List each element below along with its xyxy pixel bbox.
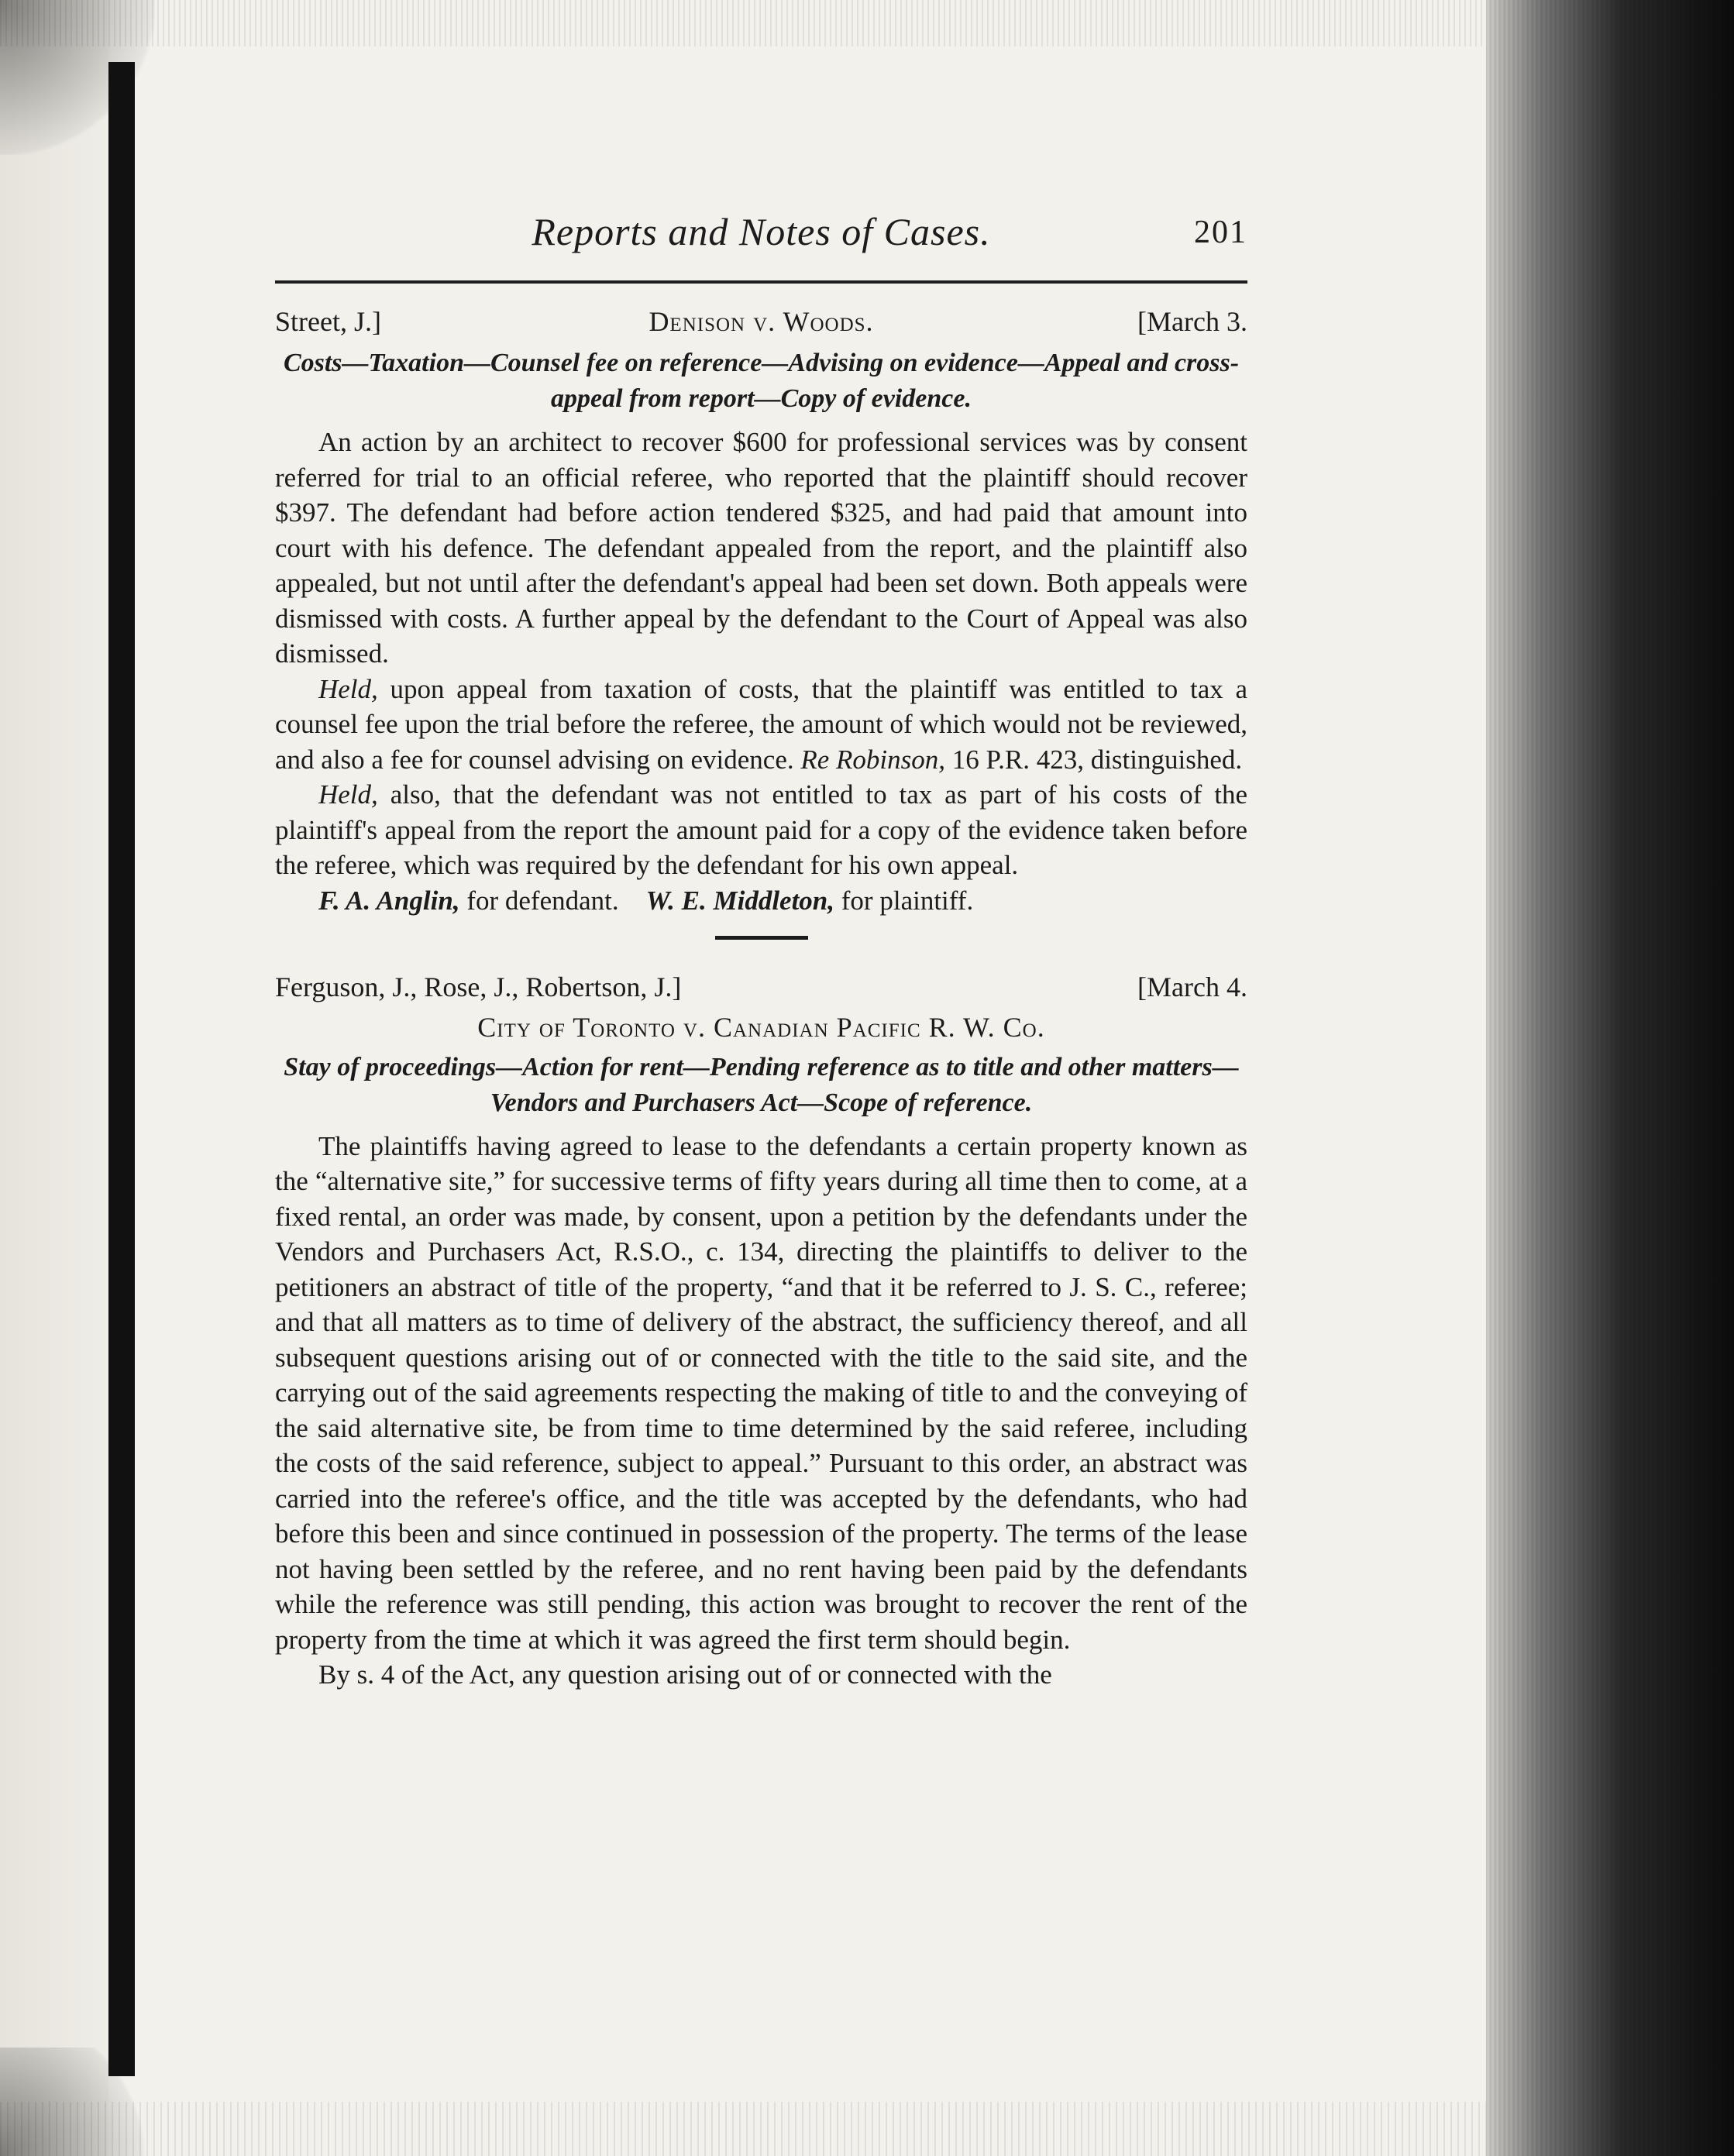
case-city-of-toronto-v-cpr: [275, 971, 1247, 1693]
page-header: [275, 209, 1247, 271]
header-rule: [275, 280, 1247, 284]
judge: Street, J.]: [275, 306, 381, 337]
facts-paragraph: The plaintiffs having agreed to lease to the defendants a certain property known as the “alternative site,” for successive terms of fifty years during all time then to come, at a fixed rental, an order was made, by consent, upon a petition by the defendants under the Vendors and Purchasers Act, R.S.O., c. 134, directing the plaintiffs to deliver to the petitioners an abstract of title of the property, “and that it be referred to J. S. C., referee; and that all matters as to time of delivery of the abstract, the sufficiency thereof, and all subsequent questions arising out of or connected with the title to the said site, and the carrying out of the said agreements respecting the making of title to and the conveying of the said alternative site, be from time to time determined by the said referee, including the costs of the said reference, subject to appeal.” Pursuant to this order, an abstract was carried into the referee's office, and the title was accepted by the defendants, who had before this been and since continued in possession of the property. The terms of the lease not having been settled by the referee, and no rent having been paid by the defendants while the reference was still pending, this action was brought to recover the rent of the property from the time at which it was agreed the first term should begin.: [275, 1130, 1247, 1655]
case-caption: City of Toronto v. Canadian Pacific R. W. Co.: [477, 1011, 1045, 1043]
counsel-plaintiff: W. E. Middleton,: [645, 885, 835, 916]
scan-left-margin: [0, 0, 108, 2156]
case-denison-v-woods: [275, 305, 1247, 919]
decision-date: [March 3.: [1137, 306, 1247, 337]
counsel-line: [275, 883, 1247, 919]
held-paragraph: [275, 672, 1247, 778]
held-label: Held,: [318, 673, 378, 704]
scan-bottom-edge: [0, 2102, 1486, 2156]
binding-edge-left: [108, 62, 135, 2076]
headnote: Costs—Taxation—Counsel fee on reference—Advising on evidence—Appeal and cross-appeal from report—Copy of evidence.: [283, 349, 1240, 413]
statute-paragraph: By s. 4 of the Act, any question arising out of or connected with the: [318, 1659, 1052, 1690]
citation: 16 P.R. 423, distinguished.: [951, 744, 1243, 775]
decision-date: [March 4.: [1137, 971, 1247, 1002]
running-title: Reports and Notes of Cases.: [532, 210, 991, 253]
case-heading: [275, 305, 1247, 346]
page-edge-right: [1486, 0, 1734, 2156]
held-label: Held,: [318, 779, 378, 810]
counsel-defendant: F. A. Anglin,: [318, 885, 460, 916]
facts-paragraph: An action by an architect to recover $600 for professional services was by consent referred for trial to an official referee, who reported that the plaintiff should recover $397. The defendant had before action tendered $325, and had paid that amount into court with his defence. The defendant appealed from the report, and the plaintiff also appealed, but not until after the defendant's appeal had been set down. Both appeals were dismissed with costs. A further appeal by the defendant to the Court of Appeal was also dismissed.: [275, 427, 1247, 669]
held-text: also, that the defendant was not entitled to tax as part of his costs of the plaintiff's appeal from the report the amount paid for a copy of the evidence taken before the referee, which was required by the defendant for his own appeal.: [275, 779, 1247, 880]
counsel-plaintiff-role: for plaintiff.: [841, 885, 974, 916]
case-separator: [715, 936, 808, 940]
case-heading: [275, 971, 1247, 1011]
counsel-defendant-role: for defendant.: [466, 885, 619, 916]
headnote: Stay of proceedings—Action for rent—Pending reference as to title and other matters—Vendors and Purchasers Act—Scope of reference.: [284, 1052, 1239, 1117]
judge: Ferguson, J., Rose, J., Robertson, J.]: [275, 971, 682, 1002]
held-paragraph-2: [275, 777, 1247, 883]
case-caption: Denison v. Woods.: [649, 306, 874, 337]
held-text: upon appeal from taxation of costs, that the plaintiff was entitled to tax a counsel fee upon the trial before the referee, the amount of which would not be reviewed, and also a fee for counsel advising on evidence.: [275, 673, 1248, 775]
cited-case: Re Robinson,: [800, 744, 946, 775]
page-text-block: [275, 209, 1247, 1693]
scan-top-edge: [0, 0, 1486, 46]
page-number: 201: [1194, 215, 1247, 250]
